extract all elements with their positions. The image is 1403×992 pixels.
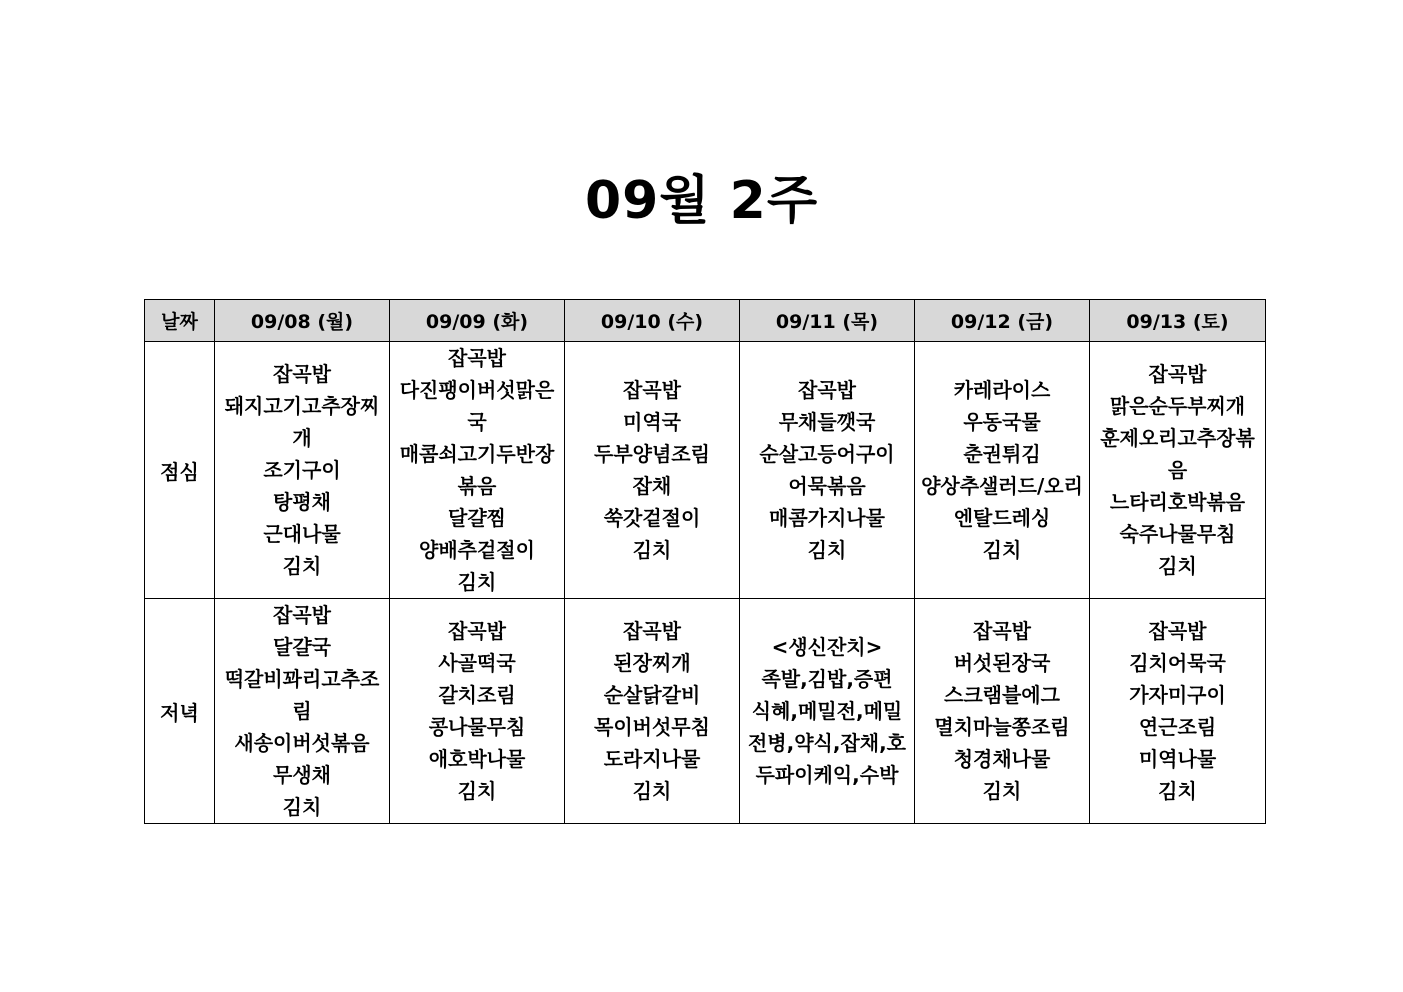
menu-item: 순살닭갈비 [603,683,701,707]
menu-item: 잡곡밥 [798,378,856,402]
menu-item: 두파이케익,수박 [755,763,899,787]
menu-item: 어묵볶음 [788,474,866,498]
menu-item: 김치 [632,779,672,803]
day-header: 09/11 (목) [740,300,915,342]
menu-item: 연근조림 [1138,715,1217,739]
weekly-menu-table [144,299,1266,824]
menu-item: 스크램블에그 [944,683,1060,707]
day-header: 09/08 (월) [215,300,390,342]
menu-item: 김치 [632,538,672,562]
menu-item: 개 [292,426,312,450]
menu-item: 음 [1167,458,1188,482]
menu-item: 도라지나물 [603,747,701,771]
menu-item: 우동국물 [963,410,1041,434]
menu-item: 잡곡밥 [623,378,681,402]
menu-item: 순살고등어구이 [759,442,895,466]
menu-item: 느타리호박볶음 [1109,490,1246,514]
menu-item: 떡갈비꽈리고추조 [224,667,380,691]
dinner-row [145,599,1266,824]
menu-item: 잡곡밥 [273,603,331,627]
menu-item: 달걀국 [273,635,331,659]
menu-item: 김치 [1158,554,1197,578]
menu-item: 가자미구이 [1129,683,1226,707]
menu-cell [390,599,565,824]
menu-item: <생신잔치> [771,635,883,659]
menu-item: 카레라이스 [953,378,1051,402]
menu-item: 김치 [807,538,847,562]
menu-item: 족발,김밥,증편 [761,667,893,691]
menu-item: 애호박나물 [428,747,526,771]
menu-item: 달걀찜 [448,506,506,530]
page-title: 09월 2주 [584,171,819,231]
menu-item: 다진팽이버섯맑은 [399,378,555,402]
menu-item: 맑은순두부찌개 [1109,394,1246,418]
menu-item: 김치 [982,538,1022,562]
menu-item: 멸치마늘쫑조림 [934,715,1070,739]
menu-item: 미역나물 [1138,747,1217,771]
menu-cell [215,599,390,824]
dinner-label: 저녁 [145,599,215,824]
menu-item: 두부양념조림 [594,442,710,466]
menu-item: 매콤쇠고기두반장 [399,442,555,466]
menu-cell [565,599,740,824]
menu-item: 무채들깻국 [778,410,876,434]
date-label-header: 날짜 [145,300,215,342]
menu-item: 무생채 [273,763,331,787]
menu-item: 양배추겉절이 [419,538,535,562]
menu-item: 전병,약식,잡채,호 [747,731,907,755]
menu-item: 사골떡국 [438,651,516,675]
menu-item: 청경채나물 [953,747,1051,771]
menu-item: 잡곡밥 [623,619,681,643]
menu-cell [740,342,915,599]
menu-cell [1090,599,1266,824]
menu-cell [915,342,1090,599]
day-header: 09/10 (수) [565,300,740,342]
menu-item: 식혜,메밀전,메밀 [751,699,903,723]
menu-item: 김치어묵국 [1129,651,1226,675]
menu-item: 훈제오리고추장볶 [1100,426,1255,450]
menu-item: 잡곡밥 [1148,362,1207,386]
menu-item: 돼지고기고추장찌 [224,394,380,418]
menu-item: 콩나물무침 [428,715,526,739]
menu-item: 김치 [982,779,1022,803]
menu-item: 미역국 [623,410,681,434]
menu-item: 된장찌개 [613,651,691,675]
menu-item: 목이버섯무침 [594,715,710,739]
menu-item: 김치 [457,570,497,594]
lunch-label: 점심 [145,342,215,599]
menu-cell [915,599,1090,824]
menu-item: 잡곡밥 [448,619,506,643]
menu-item: 김치 [1158,779,1197,803]
menu-item: 엔탈드레싱 [953,506,1051,530]
menu-cell [390,342,565,599]
day-header: 09/09 (화) [390,300,565,342]
menu-cell [215,342,390,599]
menu-item: 림 [292,699,312,723]
menu-cell [1090,342,1266,599]
menu-item: 김치 [282,795,322,819]
menu-item: 잡곡밥 [448,346,506,370]
menu-item: 국 [467,410,487,434]
menu-item: 새송이버섯볶음 [234,731,370,755]
menu-item: 매콤가지나물 [769,506,885,530]
menu-item: 김치 [282,554,322,578]
menu-item: 근대나물 [263,522,341,546]
menu-item: 잡채 [632,474,672,498]
menu-cell [740,599,915,824]
menu-item: 김치 [457,779,497,803]
menu-item: 조기구이 [263,458,341,482]
day-header: 09/12 (금) [915,300,1090,342]
menu-item: 잡곡밥 [1148,619,1207,643]
menu-item: 볶음 [457,474,497,498]
menu-item: 잡곡밥 [273,362,331,386]
menu-item: 갈치조림 [438,683,516,707]
menu-item: 양상추샐러드/오리 [921,474,1083,498]
menu-item: 잡곡밥 [973,619,1031,643]
header-row [145,300,1266,342]
lunch-row [145,342,1266,599]
menu-item: 버섯된장국 [953,651,1051,675]
menu-item: 탕평채 [273,490,331,514]
menu-item: 숙주나물무침 [1119,522,1236,546]
menu-item: 쑥갓겉절이 [603,506,701,530]
day-header: 09/13 (토) [1090,300,1266,342]
menu-item: 춘권튀김 [963,442,1041,466]
menu-cell [565,342,740,599]
